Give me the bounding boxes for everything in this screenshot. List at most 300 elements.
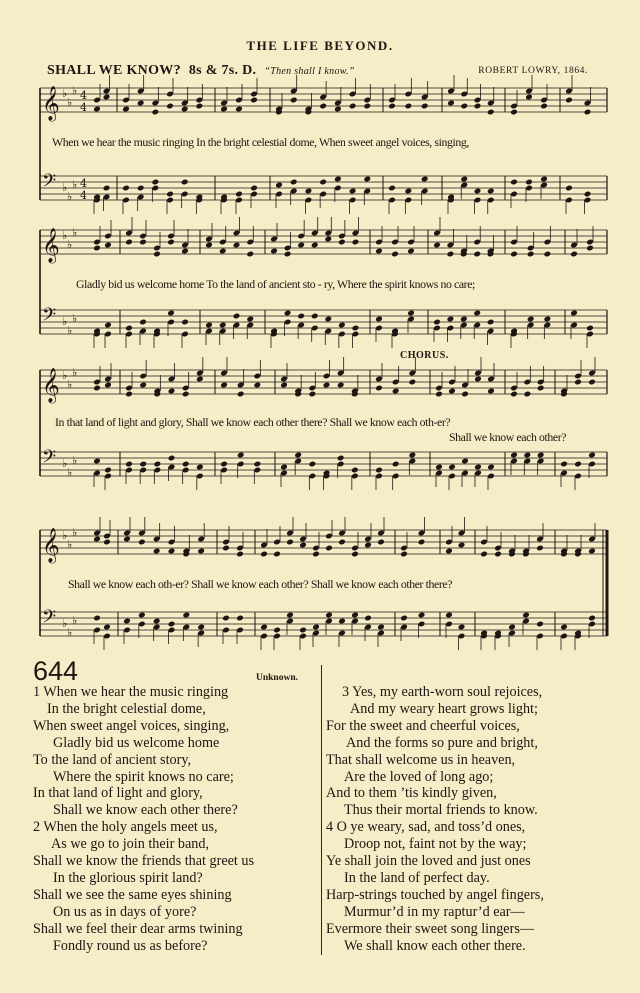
note-head: [574, 461, 582, 468]
bass-clef: 𝄢: [42, 607, 57, 632]
note-head: [297, 242, 305, 249]
note-head: [433, 319, 441, 326]
note-head: [236, 551, 244, 558]
note-head: [334, 176, 342, 183]
note-head: [461, 458, 469, 465]
note-head: [153, 548, 161, 555]
note-head: [448, 388, 456, 395]
note-head: [154, 461, 162, 468]
flat-sign: ♭: [72, 614, 78, 627]
note-head: [103, 185, 111, 192]
note-head: [363, 103, 371, 110]
note-head: [222, 545, 230, 552]
note-head: [480, 551, 488, 558]
note-head: [375, 248, 383, 255]
note-head: [460, 103, 468, 110]
flat-sign: ♭: [62, 181, 68, 194]
note-head: [588, 548, 596, 555]
note-head: [351, 467, 359, 474]
note-head: [182, 391, 190, 398]
note-head: [93, 106, 101, 113]
meter: 8s & 7s. D.: [188, 63, 257, 78]
note-head: [435, 391, 443, 398]
verse-line: We shall know each other there.: [344, 937, 526, 954]
note-head: [286, 612, 294, 619]
note-head: [364, 615, 372, 622]
flat-sign: ♭: [67, 626, 73, 639]
lyric-line-system-4: Shall we know each oth-er? Shall we know each other? Shall we know each other there?: [68, 577, 453, 591]
verse-line: Gladly bid us welcome home: [53, 734, 220, 751]
note-head: [525, 94, 533, 101]
note-head: [392, 388, 400, 395]
note-head: [290, 179, 298, 186]
note-head: [197, 548, 205, 555]
note-head: [325, 545, 333, 552]
flat-sign: ♭: [72, 366, 78, 379]
note-head: [388, 185, 396, 192]
note-head: [139, 319, 147, 326]
note-head: [418, 539, 426, 546]
note-head: [584, 109, 592, 116]
note-head: [527, 251, 535, 258]
note-head: [487, 109, 495, 116]
note-head: [104, 242, 112, 249]
note-head: [352, 325, 360, 332]
column-divider: [321, 665, 322, 955]
note-head: [139, 382, 147, 389]
note-head: [334, 106, 342, 113]
note-head: [421, 176, 429, 183]
note-head: [524, 391, 532, 398]
note-head: [445, 612, 453, 619]
note-head: [286, 539, 294, 546]
note-head: [233, 242, 241, 249]
note-head: [122, 106, 130, 113]
note-head: [273, 551, 281, 558]
note-head: [233, 313, 241, 320]
note-head: [222, 615, 230, 622]
note-head: [167, 310, 175, 317]
verse-line: Shall we know the friends that greet us: [33, 853, 255, 870]
note-head: [565, 185, 573, 192]
note-head: [388, 103, 396, 110]
note-head: [349, 103, 357, 110]
verse-line: And to them ’tis kindly given,: [326, 785, 497, 802]
note-head: [461, 391, 469, 398]
note-head: [104, 382, 112, 389]
note-head: [125, 325, 133, 332]
note-head: [364, 542, 372, 549]
note-head: [237, 391, 245, 398]
note-head: [123, 618, 131, 625]
note-head: [363, 176, 371, 183]
note-head: [418, 612, 426, 619]
note-head: [181, 248, 189, 255]
verse-line: And the forms so pure and bright,: [346, 734, 538, 751]
note-head: [137, 185, 145, 192]
note-head: [537, 452, 545, 459]
note-head: [152, 109, 160, 116]
note-head: [570, 310, 578, 317]
note-head: [584, 191, 592, 198]
note-head: [588, 452, 596, 459]
verse-line: Ye shall join the loved and just ones: [326, 853, 531, 870]
flat-sign: ♭: [62, 529, 68, 542]
verse-line: Where the spirit knows no care;: [53, 768, 234, 785]
note-head: [220, 382, 228, 389]
note-head: [338, 618, 346, 625]
flat-sign: ♭: [72, 84, 78, 97]
note-head: [294, 452, 302, 459]
note-head: [166, 191, 174, 198]
note-head: [153, 251, 161, 258]
time-signature: 4: [80, 189, 87, 202]
note-head: [275, 182, 283, 189]
tune-name: SHALL WE KNOW?: [47, 63, 181, 78]
note-head: [392, 461, 400, 468]
note-head: [246, 251, 254, 258]
verse-line: Droop not, faint not by the way;: [344, 836, 527, 853]
note-head: [586, 325, 594, 332]
note-head: [407, 248, 415, 255]
note-head: [104, 467, 112, 474]
flat-sign: ♭: [72, 226, 78, 239]
note-head: [168, 455, 176, 462]
treble-clef: 𝄞: [42, 368, 60, 403]
verse-line: For the sweet and cheerful voices,: [326, 717, 520, 734]
note-head: [237, 452, 245, 459]
note-head: [510, 179, 518, 186]
verse-line: Murmur’d in my raptur’d ear—: [344, 903, 525, 920]
flat-sign: ♭: [72, 178, 78, 191]
note-head: [375, 467, 383, 474]
note-head: [153, 618, 161, 625]
note-head: [375, 385, 383, 392]
note-head: [103, 624, 111, 631]
note-head: [103, 94, 111, 101]
note-head: [473, 310, 481, 317]
note-head: [337, 382, 345, 389]
note-head: [168, 388, 176, 395]
verse-line: In the land of perfect day.: [344, 869, 490, 886]
treble-clef: 𝄞: [42, 86, 60, 121]
note-head: [544, 316, 552, 323]
note-head: [235, 191, 243, 198]
note-head: [522, 612, 530, 619]
note-head: [510, 251, 518, 258]
note-head: [375, 316, 383, 323]
verse-line: Fondly round us as before?: [53, 937, 208, 954]
note-head: [104, 322, 112, 329]
note-head: [93, 536, 101, 543]
note-head: [138, 612, 146, 619]
verse-line: 2 When the holy angels meet us,: [33, 819, 218, 836]
note-head: [474, 103, 482, 110]
note-head: [351, 612, 359, 619]
note-head: [325, 612, 333, 619]
note-head: [447, 251, 455, 258]
flat-sign: ♭: [62, 315, 68, 328]
note-head: [312, 551, 320, 558]
note-head: [324, 316, 332, 323]
note-head: [338, 322, 346, 329]
note-head: [570, 251, 578, 258]
note-head: [166, 103, 174, 110]
note-head: [400, 551, 408, 558]
note-head: [447, 316, 455, 323]
flat-sign: ♭: [62, 617, 68, 630]
note-head: [510, 109, 518, 116]
note-head: [220, 106, 228, 113]
note-head: [460, 176, 468, 183]
note-head: [458, 624, 466, 631]
note-head: [338, 539, 346, 546]
lyric-line-system-2: Gladly bid us welcome home To the land of ancient sto - ry, Where the spirit knows no care;: [76, 277, 475, 291]
note-head: [93, 615, 101, 622]
note-head: [409, 452, 417, 459]
note-head: [510, 452, 518, 459]
note-head: [197, 624, 205, 631]
note-head: [125, 239, 133, 246]
note-head: [309, 461, 317, 468]
note-head: [168, 548, 176, 555]
note-head: [299, 542, 307, 549]
flat-sign: ♭: [62, 457, 68, 470]
treble-clef: 𝄞: [42, 528, 60, 563]
note-head: [219, 248, 227, 255]
verses-right-column: [326, 684, 544, 955]
note-head: [196, 103, 204, 110]
verse-line: Evermore their sweet song lingers—: [326, 920, 535, 937]
flat-sign: ♭: [72, 526, 78, 539]
note-head: [527, 316, 535, 323]
note-head: [540, 103, 548, 110]
note-head: [487, 388, 495, 395]
note-head: [309, 391, 317, 398]
note-head: [219, 322, 227, 329]
note-head: [123, 536, 131, 543]
note-head: [474, 376, 482, 383]
note-head: [196, 464, 204, 471]
note-head: [220, 461, 228, 468]
note-head: [565, 97, 573, 104]
note-head: [458, 542, 466, 549]
time-signature: 4: [80, 177, 87, 190]
verse-line: That shall welcome us in heaven,: [326, 751, 516, 768]
note-head: [181, 179, 189, 186]
note-head: [311, 313, 319, 320]
note-head: [290, 97, 298, 104]
lyric-line-system-3: In that land of light and glory, Shall we know each other there? Shall we know each oth-er?: [55, 415, 451, 429]
bass-clef: 𝄢: [42, 305, 57, 330]
note-head: [445, 548, 453, 555]
note-head: [125, 461, 133, 468]
time-signature: 4: [80, 89, 87, 102]
note-head: [400, 615, 408, 622]
note-head: [250, 185, 258, 192]
note-head: [125, 391, 133, 398]
note-head: [284, 251, 292, 258]
flat-sign: ♭: [67, 96, 73, 109]
verse-line: Harp-strings touched by angel fingers,: [326, 886, 544, 903]
note-head: [182, 461, 190, 468]
note-head: [474, 188, 482, 195]
hymn-number: 644: [33, 656, 79, 686]
note-head: [487, 319, 495, 326]
composer-credit: ROBERT LOWRY, 1864.: [478, 66, 588, 76]
note-head: [447, 100, 455, 107]
note-head: [433, 242, 441, 249]
note-head: [352, 239, 360, 246]
verse-line: Thus their mortal friends to know.: [344, 802, 538, 819]
note-head: [139, 239, 147, 246]
note-head: [323, 382, 331, 389]
flat-sign: ♭: [72, 312, 78, 325]
note-head: [560, 624, 568, 631]
verse-line: Shall we feel their dear arms twining: [33, 920, 243, 937]
note-head: [181, 106, 189, 113]
note-head: [537, 385, 545, 392]
flat-sign: ♭: [62, 369, 68, 382]
note-head: [152, 179, 160, 186]
note-head: [574, 379, 582, 386]
note-head: [122, 185, 130, 192]
running-head: THE LIFE BEYOND.: [246, 38, 394, 53]
flat-sign: ♭: [67, 324, 73, 337]
note-head: [405, 188, 413, 195]
note-head: [168, 621, 176, 628]
verse-line: Are the loved of long ago;: [344, 768, 494, 785]
verse-line: Shall we know each other there?: [53, 802, 238, 819]
flat-sign: ♭: [67, 238, 73, 251]
verse-line: 3 Yes, my earth-worn soul rejoices,: [342, 684, 543, 700]
note-head: [196, 376, 204, 383]
note-head: [93, 385, 101, 392]
note-head: [205, 322, 213, 329]
flat-sign: ♭: [67, 190, 73, 203]
time-signature: 4: [80, 101, 87, 114]
flat-sign: ♭: [62, 229, 68, 242]
note-head: [508, 624, 516, 631]
verse-line: As we go to join their band,: [51, 836, 210, 853]
note-head: [273, 627, 281, 634]
verses-left-column: [33, 684, 254, 955]
note-head: [448, 464, 456, 471]
note-head: [254, 461, 262, 468]
note-head: [254, 382, 262, 389]
treble-clef: 𝄞: [42, 228, 60, 263]
verse-line: 4 O ye weary, sad, and toss’d ones,: [326, 819, 526, 836]
verse-line: On us as in days of yore?: [53, 903, 197, 920]
note-head: [139, 461, 147, 468]
flat-sign: ♭: [72, 454, 78, 467]
verse-line: 1 When we hear the music ringing: [33, 684, 229, 700]
flat-sign: ♭: [67, 466, 73, 479]
note-head: [93, 245, 101, 252]
note-head: [391, 251, 399, 258]
note-head: [319, 179, 327, 186]
note-head: [351, 551, 359, 558]
note-head: [319, 103, 327, 110]
note-head: [377, 624, 385, 631]
note-head: [284, 310, 292, 317]
note-head: [405, 103, 413, 110]
note-head: [435, 464, 443, 471]
note-head: [338, 239, 346, 246]
note-head: [260, 624, 268, 631]
note-head: [312, 624, 320, 631]
note-head: [349, 188, 357, 195]
note-head: [93, 458, 101, 465]
note-head: [494, 551, 502, 558]
note-head: [167, 239, 175, 246]
note-head: [588, 379, 596, 386]
note-head: [421, 103, 429, 110]
note-head: [260, 551, 268, 558]
note-head: [181, 319, 189, 326]
note-head: [586, 245, 594, 252]
note-head: [524, 452, 532, 459]
note-head: [270, 248, 278, 255]
note-head: [183, 612, 191, 619]
author-credit: Unknown.: [256, 673, 298, 683]
note-head: [525, 179, 533, 186]
flat-sign: ♭: [62, 87, 68, 100]
verse-line: To the land of ancient story,: [33, 751, 192, 768]
note-head: [560, 461, 568, 468]
note-head: [250, 97, 258, 104]
note-head: [536, 621, 544, 628]
flat-sign: ♭: [67, 538, 73, 551]
note-head: [460, 316, 468, 323]
note-head: [474, 464, 482, 471]
note-head: [205, 242, 213, 249]
note-head: [311, 242, 319, 249]
note-head: [235, 106, 243, 113]
chorus-label: CHORUS.: [400, 350, 449, 361]
verse-line: When sweet angel voices, singing,: [33, 717, 230, 734]
note-head: [588, 615, 596, 622]
note-head: [337, 455, 345, 462]
lyric-line-system-1: When we hear the music ringing In the bright celestial dome, When sweet angel voices, singing,: [52, 135, 469, 149]
note-head: [324, 236, 332, 243]
epigraph: “Then shall I know.”: [264, 66, 355, 77]
note-head: [487, 188, 495, 195]
verse-line: Shall we see the same eyes shining: [33, 886, 232, 903]
note-head: [407, 310, 415, 317]
note-head: [540, 176, 548, 183]
note-head: [246, 316, 254, 323]
note-head: [137, 100, 145, 107]
note-head: [236, 615, 244, 622]
bass-clef: 𝄢: [42, 447, 57, 472]
note-head: [487, 464, 495, 471]
verse-line: In the bright celestial dome,: [47, 700, 206, 717]
note-head: [299, 627, 307, 634]
verse-line: And my weary heart grows light;: [350, 700, 538, 717]
bass-clef: 𝄢: [42, 171, 57, 196]
note-head: [280, 464, 288, 471]
verse-line: In that land of light and glory,: [33, 785, 203, 802]
note-head: [280, 382, 288, 389]
note-head: [305, 188, 313, 195]
flat-sign: ♭: [67, 378, 73, 391]
lyric-line-system-3-alto: Shall we know each other?: [449, 430, 567, 444]
note-head: [544, 251, 552, 258]
note-head: [138, 539, 146, 546]
note-head: [297, 313, 305, 320]
verse-line: In the glorious spirit land?: [53, 869, 203, 886]
